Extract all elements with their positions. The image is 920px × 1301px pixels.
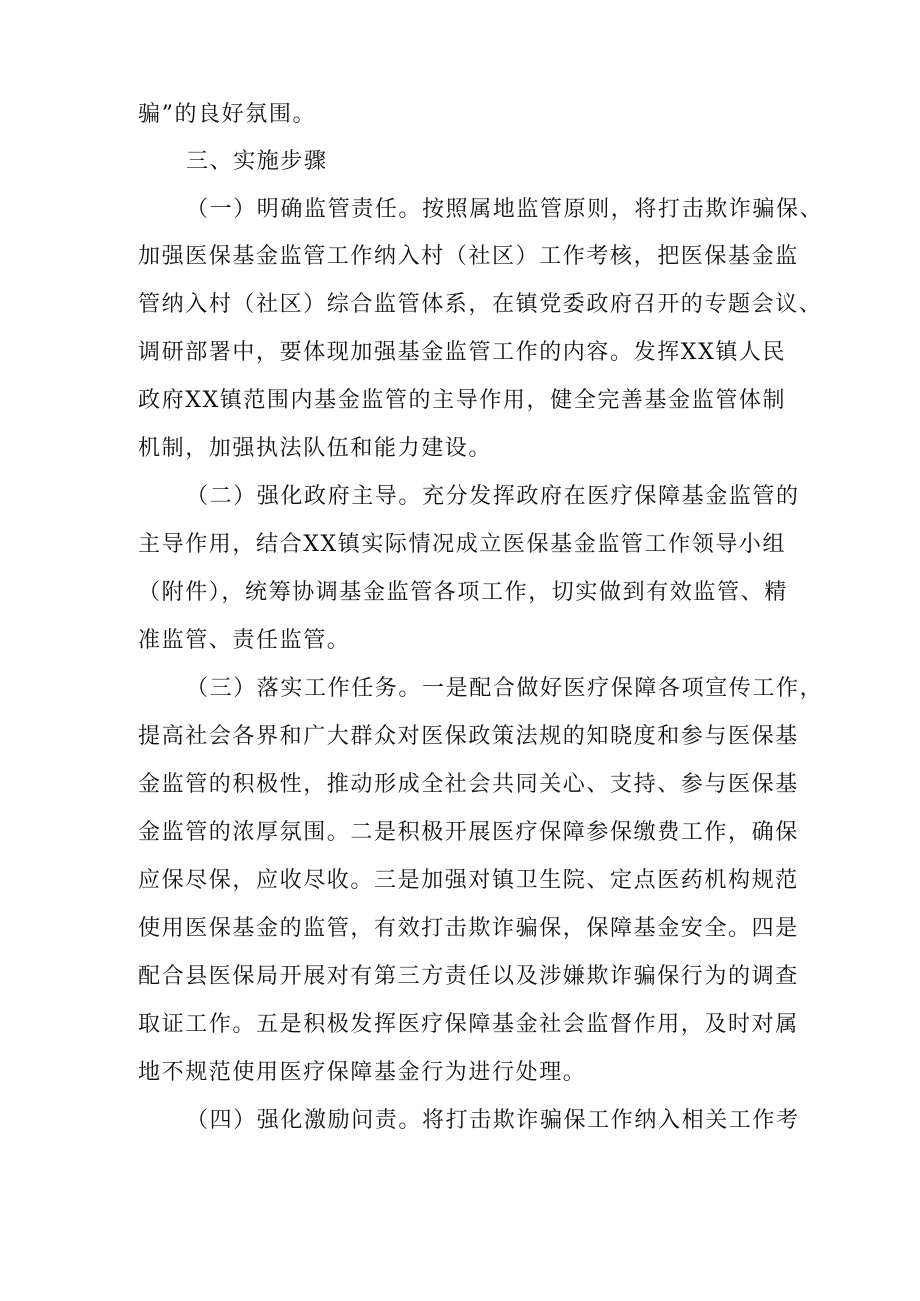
paragraph-line: （四）强化激励问责。将打击欺诈骗保工作纳入相关工作考 bbox=[186, 1108, 800, 1133]
paragraph-line: 主导作用，结合XX镇实际情况成立医保基金监管工作领导小组 bbox=[138, 532, 787, 557]
paragraph-line: 准监管、责任监管。 bbox=[138, 628, 351, 653]
paragraph-line: （附件），统筹协调基金监管各项工作，切实做到有效监管、精 bbox=[138, 580, 788, 605]
paragraph-line: 骗”的良好氛围。 bbox=[138, 102, 317, 127]
paragraph-line: 提高社会各界和广大群众对医保政策法规的知晓度和参与医保基 bbox=[138, 724, 799, 749]
paragraph-line: 机制，加强执法队伍和能力建设。 bbox=[138, 436, 493, 461]
paragraph-line: 金监管的积极性，推动形成全社会共同关心、支持、参与医保基 bbox=[138, 772, 799, 797]
paragraph-line: 配合县医保局开展对有第三方责任以及涉嫌欺诈骗保行为的调查 bbox=[138, 964, 799, 989]
paragraph-line: 金监管的浓厚氛围。二是积极开展医疗保障参保缴费工作，确保 bbox=[138, 820, 799, 845]
paragraph-line: 取证工作。五是积极发挥医疗保障基金社会监督作用，及时对属 bbox=[138, 1012, 799, 1037]
paragraph-line: 地不规范使用医疗保障基金行为进行处理。 bbox=[138, 1060, 587, 1085]
paragraph-line: （三）落实工作任务。一是配合做好医疗保障各项宣传工作， bbox=[186, 676, 824, 701]
paragraph-line: 管纳入村（社区）综合监管体系，在镇党委政府召开的专题会议、 bbox=[138, 292, 823, 317]
paragraph-line: 使用医保基金的监管，有效打击欺诈骗保，保障基金安全。四是 bbox=[138, 916, 799, 941]
paragraph-line: （二）强化政府主导。充分发挥政府在医疗保障基金监管的 bbox=[186, 484, 800, 509]
section-heading: 三、实施步骤 bbox=[186, 149, 328, 174]
paragraph-line: 加强医保基金监管工作纳入村（社区）工作考核，把医保基金监 bbox=[138, 244, 799, 269]
paragraph-line: 政府XX镇范围内基金监管的主导作用，健全完善基金监管体制 bbox=[138, 388, 787, 413]
paragraph-line: （一）明确监管责任。按照属地监管原则，将打击欺诈骗保、 bbox=[186, 197, 824, 222]
paragraph-line: 调研部署中，要体现加强基金监管工作的内容。发挥XX镇人民 bbox=[138, 340, 787, 365]
paragraph-line: 应保尽保，应收尽收。三是加强对镇卫生院、定点医药机构规范 bbox=[138, 868, 799, 893]
